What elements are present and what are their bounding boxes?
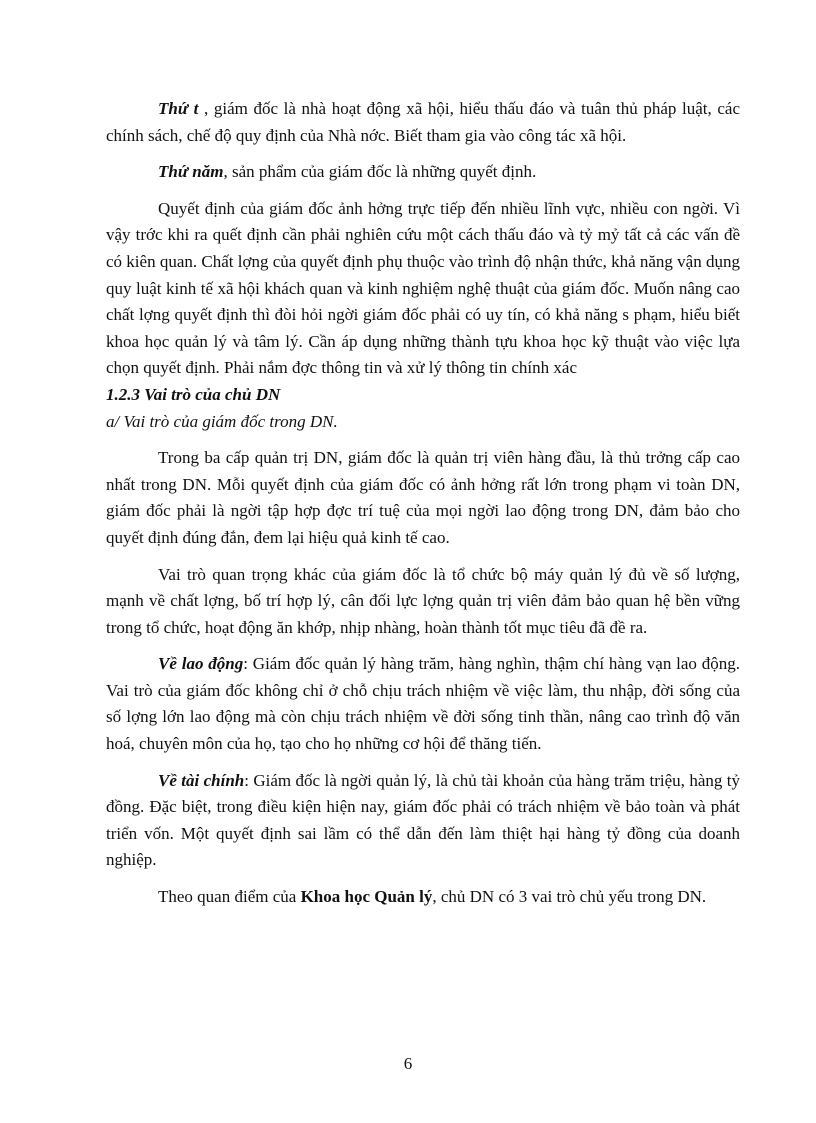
paragraph-thu-tu <box>106 96 740 149</box>
paragraph-text: , chủ DN có 3 vai trò chủ yếu trong DN. <box>432 887 707 907</box>
paragraph-lead: Về lao động <box>158 654 244 674</box>
section-subheading: a/ Vai trò của giám đốc trong DN. <box>106 411 338 431</box>
paragraph-text: Theo quan điểm của <box>158 887 301 907</box>
paragraph-quyet-dinh: Quyết định của giám đốc ảnh hởng trực tiếp đến nhiều lĩnh vực, nhiều con ngời. Vì vậy trớc khi ra quết định cần phải nghiên cứu một cách thấu đáo và tỷ mỷ tất cả các vấn đề có kiên quan. Chất lợng của quyết định phụ thuộc vào trình độ nhận thức, khả năng vận dụng quy luật kinh tế xã hội khách quan và kinh nghiệm nghệ thuật của giám đốc. Muốn nâng cao chất lợng quyết định thì đòi hỏi ngời giám đốc phải có uy tín, có khả năng s phạm, hiểu biết khoa học quản lý và tâm lý. Cần áp dụng những thành tựu khoa học kỹ thuật vào việc lựa chọn quyết định. Phải nắm đợc thông tin và xử lý thông tin chính xác <box>106 198 740 378</box>
paragraph-khoa-hoc <box>106 884 740 911</box>
paragraph-lead: Thứ t <box>158 99 199 118</box>
paragraph-text: : Giám đốc là ngời quản lý, là chủ tài khoản của hàng trăm triệu, hàng tỷ đồng. Đặc biệt, trong điều kiện hiện nay, giám đốc phải có trách nhiệm về bảo toàn và phát triển vốn. Một quyết định sai lầm có thể dẫn đến làm thiệt hại hàng tỷ đồng của doanh nghiệp. <box>106 770 740 870</box>
page-number: 6 <box>403 1054 413 1073</box>
paragraph-lao-dong <box>106 651 740 757</box>
paragraph-lead: Về tài chính <box>158 770 245 790</box>
body-text <box>106 96 740 911</box>
paragraph-text: , giám đốc là nhà hoạt động xã hội, hiểu thấu đáo và tuân thủ pháp luật, các chính sách, chế độ quy định của Nhà nớc. Biết tham gia vào công tác xã hội. <box>106 99 740 145</box>
paragraph-vai-tro-khac: Vai trò quan trọng khác của giám đốc là tổ chức bộ máy quản lý đủ về số lượng, mạnh về chất lợng, bố trí hợp lý, cân đối lực lợng quản trị viên đảm bảo quan hệ bền vững trong tổ chức, hoạt động ăn khớp, nhịp nhàng, hoàn thành tốt mục tiêu đã đề ra. <box>106 564 740 637</box>
section-heading: 1.2.3 Vai trò của chủ DN <box>106 384 281 404</box>
paragraph-tai-chinh <box>106 768 740 874</box>
paragraph-text: : Giám đốc quản lý hàng trăm, hàng nghìn, thậm chí hàng vạn lao động. Vai trò của giám đốc không chỉ ở chỗ chịu trách nhiệm về việc làm, thu nhập, đời sống của số lợng lớn lao động mà còn chịu trách nhiệm về đời sống tinh thần, nâng cao trình độ văn hoá, chuyên môn của họ, tạo cho họ những cơ hội để thăng tiến. <box>106 654 740 754</box>
paragraph-ba-cap: Trong ba cấp quản trị DN, giám đốc là quản trị viên hàng đầu, là thủ trởng cấp cao nhất trong DN. Mỗi quyết định của giám đốc có ảnh hởng rất lớn trong phạm vi toàn DN, giám đốc phải là ngời tập hợp đợc trí tuệ của mọi ngời lao động trong DN, đảm bảo cho quyết định đúng đắn, đem lại hiệu quả kinh tế cao. <box>106 448 740 547</box>
paragraph-lead: Thứ năm <box>158 162 224 182</box>
paragraph-thu-nam <box>106 159 740 186</box>
paragraph-text: , sản phẩm của giám đốc là những quyết định. <box>223 162 537 182</box>
paragraph-bold: Khoa học Quản lý <box>300 887 433 907</box>
